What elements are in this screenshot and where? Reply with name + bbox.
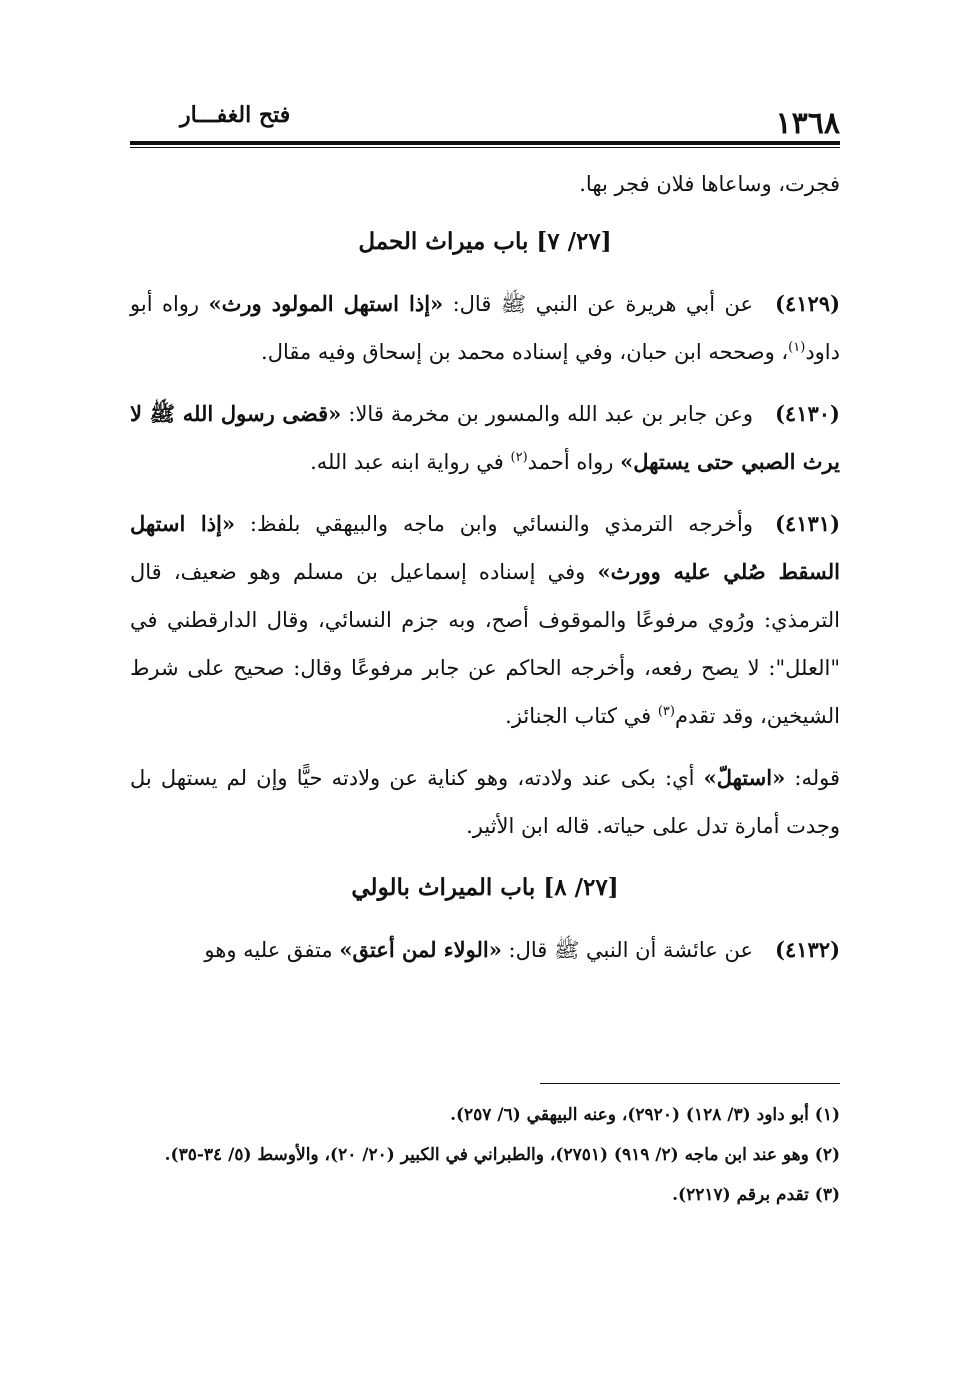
hadith-4129 [130,280,840,376]
hadith-number: (٤١٣١) [775,511,840,536]
hadith-4130 [130,390,840,486]
hadith-quote: «إذا استهل المولود ورث» [208,291,444,316]
footnote-ref: (٣) [657,704,675,719]
book-title: فتح الغفـــار [180,102,291,128]
hadith-quote: «قضى رسول الله ﷺ لا يرث الصبي حتى يستهل» [130,401,840,474]
hadith-text: في كتاب الجنائز. [505,704,658,728]
hadith-quote: «الولاء لمن أعتق» [339,937,502,962]
commentary-text: أي: بكى عند ولادته، وهو كناية عن ولادته حيًّا وإن لم يستهل بل وجدت أمارة تدل على حياته. قاله ابن الأثير. [130,766,840,838]
hadith-text: وعن جابر بن عبد الله والمسور بن مخرمة قالا: [341,402,753,426]
hadith-text: وفي إسناده إسماعيل بن مسلم وهو ضعيف، قال الترمذي: ورُوي مرفوعًا والموقوف أصح، وبه جزم النسائي، وقال الدارقطني في "العلل": لا يصح رفعه، وأخرجه الحاكم عن جابر مرفوعًا وقال: صحيح على شرط الشيخين، وقد تقدم [130,560,840,728]
main-text [130,160,840,988]
hadith-text: متفق عليه وهو [204,938,340,962]
header-rule-thin [130,147,840,148]
hadith-4131 [130,500,840,740]
footnote-ref: (٢) [510,450,528,465]
hadith-text: وأخرجه الترمذي والنسائي وابن ماجه والبيهقي بلفظ: [235,512,753,536]
commentary-quote: «استهلّ» [703,765,786,790]
footnote-2: (٢) وهو عند ابن ماجه (٢/ ٩١٩) (٢٧٥١)، والطبراني في الكبير (٢٠/ ٢٠)، والأوسط (٥/ ٣٤-٣٥). [164,1145,840,1165]
hadith-text: عن عائشة أن النبي ﷺ قال: [501,938,753,962]
commentary-text: قوله: [785,766,841,790]
hadith-quote: «إذا استهل السقط صُلي عليه وورث» [130,511,840,584]
hadith-text: ، وصححه ابن حبان، وفي إسناده محمد بن إسحاق وفيه مقال. [261,340,789,364]
footnote-3: (٣) تقدم برقم (٢٢١٧). [672,1185,840,1205]
footnote-1: (١) أبو داود (٣/ ١٢٨) (٢٩٢٠)، وعنه البيهقي (٦/ ٢٥٧). [450,1105,840,1125]
footnotes [130,1098,840,1218]
hadith-text: رواه أبو داود [130,292,840,364]
header-rule [130,141,840,145]
hadith-number: (٤١٣٢) [775,937,840,962]
hadith-number: (٤١٣٠) [774,401,840,426]
footnote-ref: (١) [788,340,806,355]
hadith-text: عن أبي هريرة عن النبي ﷺ قال: [443,292,753,316]
commentary [130,754,840,850]
page-number: ١٣٦٨ [775,106,840,141]
hadith-text: في رواية ابنه عبد الله. [310,450,511,474]
section-heading: [٢٧/ ٨] باب الميراث بالولي [351,874,619,901]
hadith-number: (٤١٢٩) [775,291,840,316]
hadith-text: رواه أحمد [527,450,621,474]
section-heading: [٢٧/ ٧] باب ميراث الحمل [358,228,612,255]
paragraph-continuation: فجرت، وساعاها فلان فجر بها. [579,172,840,196]
hadith-4132 [130,926,840,974]
footnote-separator [540,1083,840,1084]
